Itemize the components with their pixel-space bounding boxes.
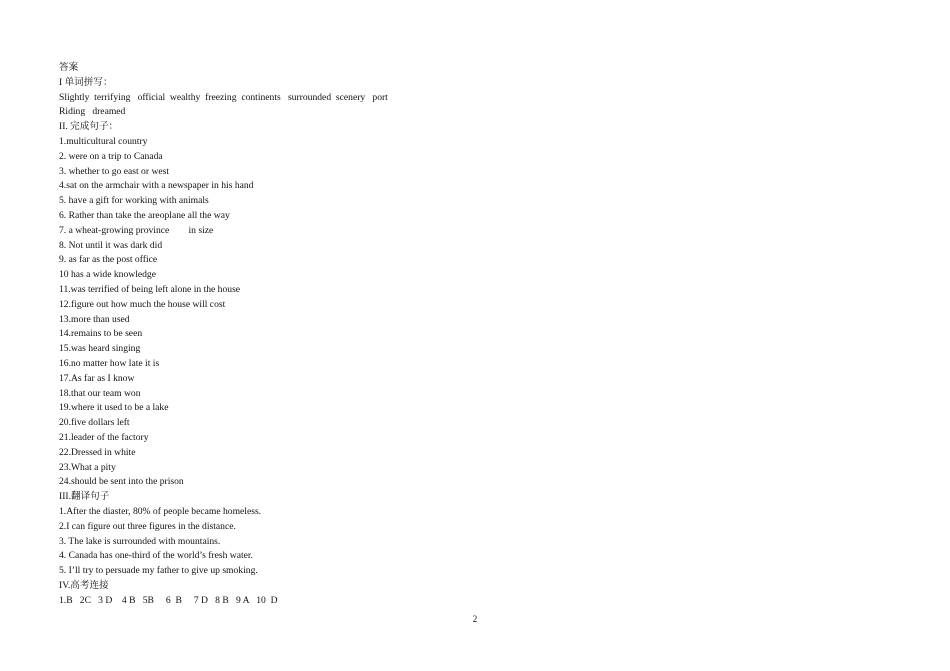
section-4-heading: IV.高考连接 <box>59 579 109 591</box>
section-3-item-5: 5. I’ll try to persuade my father to give up smoking. <box>59 565 258 577</box>
answer-content <box>59 61 879 608</box>
section-2-item-21: 21.leader of the factory <box>59 431 149 443</box>
section-1-answer-line-1: Slightly terrifying official wealthy freezing continents surrounded scenery port <box>59 91 388 103</box>
section-2-item-24: 24.should be sent into the prison <box>59 476 184 488</box>
section-2-item-16: 16.no matter how late it is <box>59 357 160 369</box>
page-number: 2 <box>472 614 478 624</box>
section-3-item-1: 1.After the diaster, 80% of people became homeless. <box>59 505 262 517</box>
document-title: 答案 <box>59 62 79 73</box>
section-2-item-18: 18.that our team won <box>59 387 141 399</box>
section-2-item-13: 13.more than used <box>59 313 130 325</box>
section-2-item-15: 15.was heard singing <box>59 343 141 355</box>
section-2-item-22: 22.Dressed in white <box>59 446 136 458</box>
section-2-item-2: 2. were on a trip to Canada <box>59 150 163 162</box>
section-2-item-23: 23.What a pity <box>59 461 116 473</box>
section-2-item-7: 7. a wheat-growing province in size <box>59 224 214 236</box>
section-2-item-3: 3. whether to go east or west <box>59 165 170 177</box>
section-1-answer-line-2: Riding dreamed <box>59 106 126 118</box>
section-2-item-5: 5. have a gift for working with animals <box>59 195 209 207</box>
section-3-item-2: 2.I can figure out three figures in the distance. <box>59 520 236 532</box>
section-2-item-6: 6. Rather than take the areoplane all the way <box>59 209 230 221</box>
section-2-item-19: 19.where it used to be a lake <box>59 402 169 414</box>
section-2-heading: II. 完成句子： <box>59 121 119 133</box>
section-2-item-11: 11.was terrified of being left alone in the house <box>59 283 241 295</box>
section-2-item-1: 1.multicultural country <box>59 135 148 147</box>
section-4-answers: 1.B 2C 3 D 4 B 5B 6 B 7 D 8 B 9 A 10 D <box>59 594 278 606</box>
section-2-item-8: 8. Not until it was dark did <box>59 239 163 251</box>
section-3-heading: III.翻译句子 <box>59 491 110 503</box>
section-2-item-12: 12.figure out how much the house will cost <box>59 298 226 310</box>
section-2-item-9: 9. as far as the post office <box>59 254 158 266</box>
section-2-item-17: 17.As far as I know <box>59 372 135 384</box>
section-2-item-14: 14.remains to be seen <box>59 328 143 340</box>
section-3-item-4: 4. Canada has one-third of the world’s fresh water. <box>59 550 253 562</box>
section-3-item-3: 3. The lake is surrounded with mountains. <box>59 535 221 547</box>
section-2-item-4: 4.sat on the armchair with a newspaper in his hand <box>59 180 254 192</box>
section-1-heading: I 单词拼写： <box>59 76 113 88</box>
section-2-item-20: 20.five dollars left <box>59 417 130 429</box>
section-2-item-10: 10 has a wide knowledge <box>59 269 156 281</box>
